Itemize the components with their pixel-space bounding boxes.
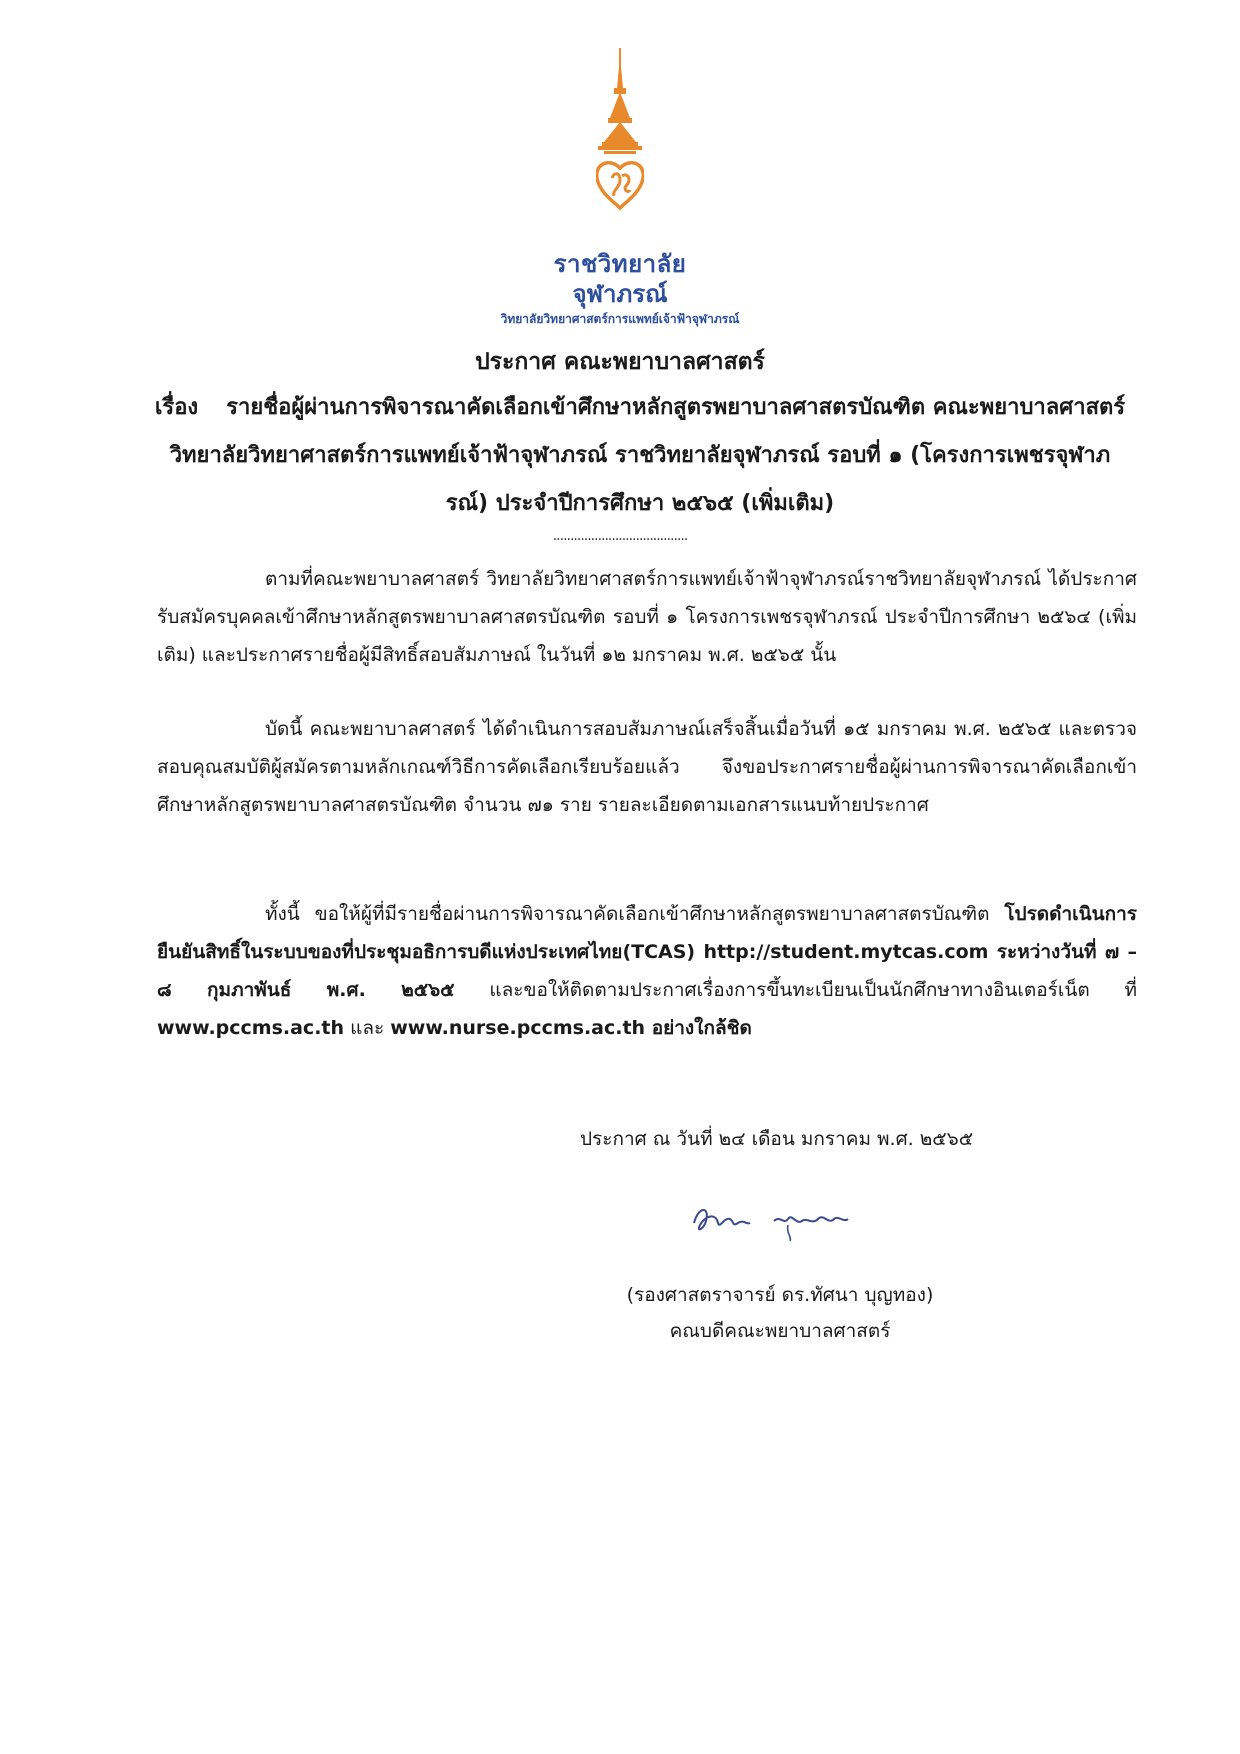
paragraph-3	[157, 895, 1137, 1047]
pccms-website-link[interactable]: www.pccms.ac.th	[157, 1017, 345, 1039]
paragraph-1: ตามที่คณะพยาบาลศาสตร์ วิทยาลัยวิทยาศาสตร์การแพทย์เจ้าฟ้าจุฬาภรณ์ราชวิทยาลัยจุฬาภรณ์ ได้ประกาศรับสมัครบุคคลเข้าศึกษาหลักสูตรพยาบาลศาสตรบัณฑิต รอบที่ ๑ โครงการเพชรจุฬาภรณ์ ประจำปีการศึกษา ๒๕๖๔ (เพิ่มเติม) และประกาศรายชื่อผู้มีสิทธิ์สอบสัมภาษณ์ ในวันที่ ๑๒ มกราคม พ.ศ. ๒๕๖๕ นั้น	[157, 568, 1137, 666]
para3-follow: และขอให้ติดตามประกาศเรื่องการขึ้นทะเบียนเป็นนักศึกษาทางอินเตอร์เน็ต ที่	[454, 979, 1137, 1001]
logo-name-line2: จุฬาภรณ์	[572, 280, 668, 308]
announcement-date: ประกาศ ณ วันที่ ๒๔ เดือน มกราคม พ.ศ. ๒๕๖๕	[580, 1128, 974, 1150]
subject-label: เรื่อง	[154, 395, 199, 420]
para3-tcas-instruction: โปรดดำเนินการยืนยันสิทธิ์ในระบบของที่ประชุมอธิการบดีแห่งประเทศไทย(TCAS) http://student.mytcas.com ระหว่างวันที่ ๗ – ๘ กุมภาพันธ์ พ.ศ. ๒๕๖๕	[157, 903, 1137, 1001]
spire-emblem-icon	[596, 48, 644, 248]
paragraph-2: บัดนี้ คณะพยาบาลศาสตร์ ได้ดำเนินการสอบสัมภาษณ์เสร็จสิ้นเมื่อวันที่ ๑๕ มกราคม พ.ศ. ๒๕๖๕ และตรวจสอบคุณสมบัติผู้สมัครตามหลักเกณฑ์วิธีการคัดเลือกเรียบร้อยแล้ว จึงขอประกาศรายชื่อผู้ผ่านการพิจารณาคัดเลือกเข้าศึกษาหลักสูตรพยาบาลศาสตรบัณฑิต จำนวน ๗๑ ราย รายละเอียดตามเอกสารแนบท้ายประกาศ	[157, 718, 1137, 816]
para3-closing: อย่างใกล้ชิด	[645, 1017, 752, 1039]
announcement-title: ประกาศ คณะพยาบาลศาสตร์	[475, 349, 765, 375]
logo-name-line1: ราชวิทยาลัย	[553, 250, 687, 278]
signer-name: (รองศาสตราจารย์ ดร.ทัศนา บุญทอง)	[626, 1284, 934, 1306]
para3-and: และ	[344, 1017, 391, 1039]
institution-logo	[0, 48, 1240, 338]
announcement-subject	[150, 384, 1130, 528]
signer-position: คณบดีคณะพยาบาลศาสตร์	[669, 1320, 891, 1342]
signature-image	[688, 1195, 858, 1249]
logo-subtitle: วิทยาลัยวิทยาศาสตร์การแพทย์เจ้าฟ้าจุฬาภรณ์	[500, 312, 740, 326]
subject-text: รายชื่อผู้ผ่านการพิจารณาคัดเลือกเข้าศึกษาหลักสูตรพยาบาลศาสตรบัณฑิต คณะพยาบาลศาสตร์ วิทยาลัยวิทยาศาสตร์การแพทย์เจ้าฟ้าจุฬาภรณ์ ราชวิทยาลัยจุฬาภรณ์ รอบที่ ๑ (โครงการเพชรจุฬาภรณ์) ประจำปีการศึกษา ๒๕๖๕ (เพิ่มเติม)	[169, 395, 1126, 516]
nurse-website-link[interactable]: www.nurse.pccms.ac.th	[390, 1017, 646, 1039]
para3-intro: ทั้งนี้ ขอให้ผู้ที่มีรายชื่อผ่านการพิจารณาคัดเลือกเข้าศึกษาหลักสูตรพยาบาลศาสตรบัณฑิต	[265, 903, 1005, 925]
separator-dots: .......................................	[552, 528, 688, 544]
